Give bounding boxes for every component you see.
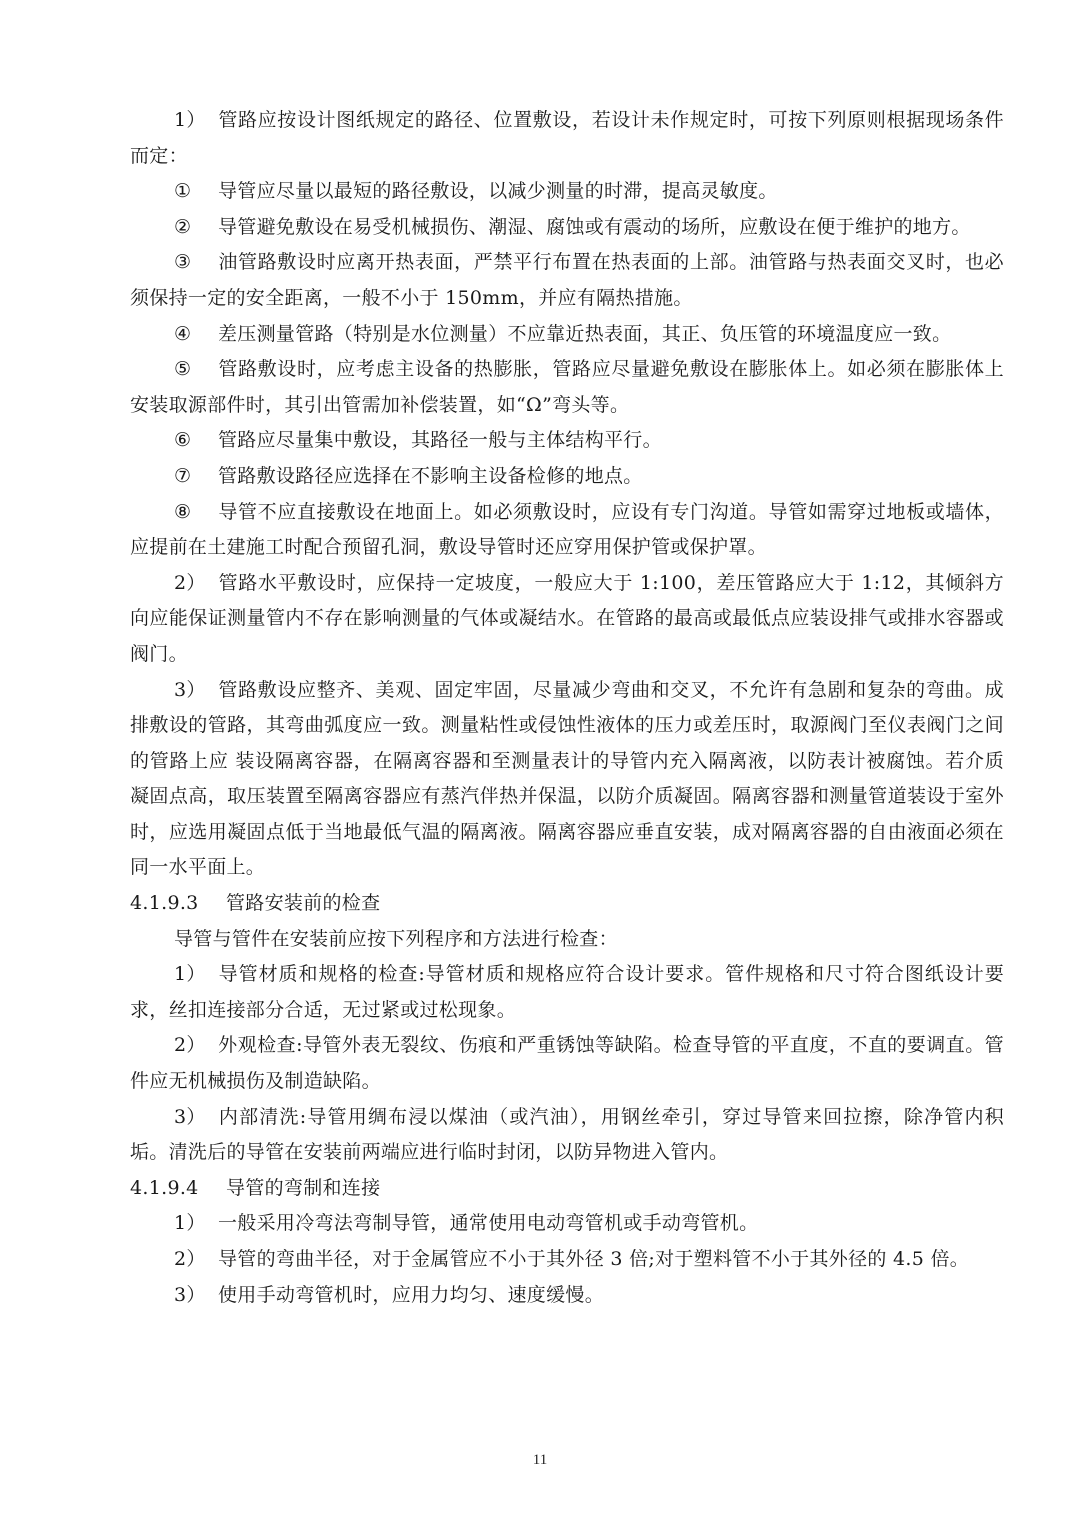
list-item [130, 1278, 1004, 1314]
list-item [130, 459, 1004, 495]
paragraph-text: 一般采用冷弯法弯制导管，通常使用电动弯管机或手动弯管机。 [218, 1212, 759, 1235]
paragraph-text: 油管路敷设时应离开热表面，严禁平行布置在热表面的上部。油管路与热表面交叉时，也必须保持一定的安全距离，一般不小于 150mm，并应有隔热措施。 [130, 251, 1004, 309]
paragraph-text: 导管与管件在安装前应按下列程序和方法进行检查： [174, 927, 618, 950]
list-item [130, 174, 1004, 210]
document-body [130, 103, 1004, 1313]
list-item-marker: ④ [174, 322, 192, 345]
list-item [130, 1100, 1004, 1171]
list-item [130, 495, 1004, 566]
list-item [130, 566, 1004, 673]
list-item [130, 957, 1004, 1028]
list-item [130, 423, 1004, 459]
list-item-marker: ⑥ [174, 429, 192, 452]
list-item-marker: 3） [174, 1105, 206, 1128]
list-item [130, 245, 1004, 316]
list-item-marker: ① [174, 180, 192, 203]
list-item-marker: 3） [174, 678, 206, 701]
paragraph-text: 差压测量管路（特别是水位测量）不应靠近热表面，其正、负压管的环境温度应一致。 [218, 322, 952, 345]
page-number: 11 [532, 1452, 548, 1468]
paragraph-text: 管路敷设路径应选择在不影响主设备检修的地点。 [218, 464, 643, 487]
list-item-marker: 1） [174, 963, 206, 986]
paragraph-text: 导管避免敷设在易受机械损伤、潮湿、腐蚀或有震动的场所，应敷设在便于维护的地方。 [218, 215, 971, 238]
list-item-marker: ⑤ [174, 358, 192, 381]
paragraph [130, 922, 1004, 958]
list-item-marker: ② [174, 215, 192, 238]
paragraph-text: 管路敷设应整齐、美观、固定牢固，尽量减少弯曲和交叉，不允许有急剧和复杂的弯曲。成排敷设的管路，其弯曲弧度应一致。测量粘性或侵蚀性液体的压力或差压时，取源阀门至仪表阀门之间的管路上应 装设隔离容器，在隔离容器和至测量表计的导管内充入隔离液，以防表计被腐蚀。若介质凝固点高，取压装置至隔离容器应有蒸汽伴热并保温，以防介质凝固。隔离容器和测量管道装设于室外时，应选用凝固点低于当地最低气温的隔离液。隔离容器应垂直安装，成对隔离容器的自由液面必须在同一水平面上。 [130, 678, 1004, 879]
paragraph-text: 使用手动弯管机时，应用力均匀、速度缓慢。 [218, 1283, 605, 1306]
paragraph-text: 管路应尽量集中敷设，其路径一般与主体结构平行。 [218, 429, 662, 452]
list-item-marker: 2） [174, 571, 206, 594]
list-item-marker: 1） [174, 1212, 206, 1235]
list-item-marker: ⑦ [174, 464, 192, 487]
paragraph-text: 管路应按设计图纸规定的路径、位置敷设，若设计未作规定时，可按下列原则根据现场条件而定： [130, 109, 1004, 167]
list-item-marker: 1） [174, 109, 206, 131]
paragraph-text: 外观检查:导管外表无裂纹、伤痕和严重锈蚀等缺陷。检查导管的平直度，不直的要调直。管件应无机械损伤及制造缺陷。 [130, 1034, 1004, 1093]
paragraph-text: 内部清洗:导管用绸布浸以煤油（或汽油），用钢丝牵引，穿过导管来回拉擦，除净管内积垢。清洗后的导管在安装前两端应进行临时封闭，以防异物进入管内。 [130, 1105, 1004, 1164]
list-item [130, 210, 1004, 246]
list-item-marker: 3） [174, 1283, 206, 1306]
paragraph-text: 导管的弯曲半径，对于金属管应不小于其外径 3 倍;对于塑料管不小于其外径的 4.5 倍。 [218, 1248, 970, 1270]
section-heading [130, 886, 1004, 922]
section-heading [130, 1171, 1004, 1207]
list-item [130, 352, 1004, 423]
list-item [130, 1028, 1004, 1099]
list-item [130, 103, 1004, 174]
section-title: 导管的弯制和连接 [226, 1176, 381, 1199]
list-item-marker: ③ [174, 251, 192, 274]
paragraph-text: 导管不应直接敷设在地面上。如必须敷设时，应设有专门沟道。导管如需穿过地板或墙体，应提前在土建施工时配合预留孔洞，敷设导管时还应穿用保护管或保护罩。 [130, 500, 1004, 559]
list-item [130, 1242, 1004, 1278]
paragraph-text: 管路水平敷设时，应保持一定坡度，一般应大于 1:100，差压管路应大于 1:12，其倾斜方向应能保证测量管内不存在影响测量的气体或凝结水。在管路的最高或最低点应装设排气或排水容器或阀门。 [130, 571, 1004, 665]
list-item-marker: 2） [174, 1034, 206, 1057]
paragraph-text: 导管应尽量以最短的路径敷设，以减少测量的时滞，提高灵敏度。 [218, 180, 778, 203]
section-title: 管路安装前的检查 [226, 892, 381, 915]
list-item-marker: ⑧ [174, 500, 192, 523]
section-number: 4.1.9.3 [130, 892, 199, 915]
section-number: 4.1.9.4 [130, 1176, 199, 1199]
paragraph-text: 导管材质和规格的检查:导管材质和规格应符合设计要求。管件规格和尺寸符合图纸设计要求，丝扣连接部分合适，无过紧或过松现象。 [130, 963, 1004, 1021]
list-item [130, 673, 1004, 887]
paragraph-text: 管路敷设时，应考虑主设备的热膨胀，管路应尽量避免敷设在膨胀体上。如必须在膨胀体上安装取源部件时，其引出管需加补偿装置，如“Ω”弯头等。 [130, 358, 1004, 416]
list-item [130, 1206, 1004, 1242]
list-item [130, 317, 1004, 353]
list-item-marker: 2） [174, 1248, 206, 1270]
